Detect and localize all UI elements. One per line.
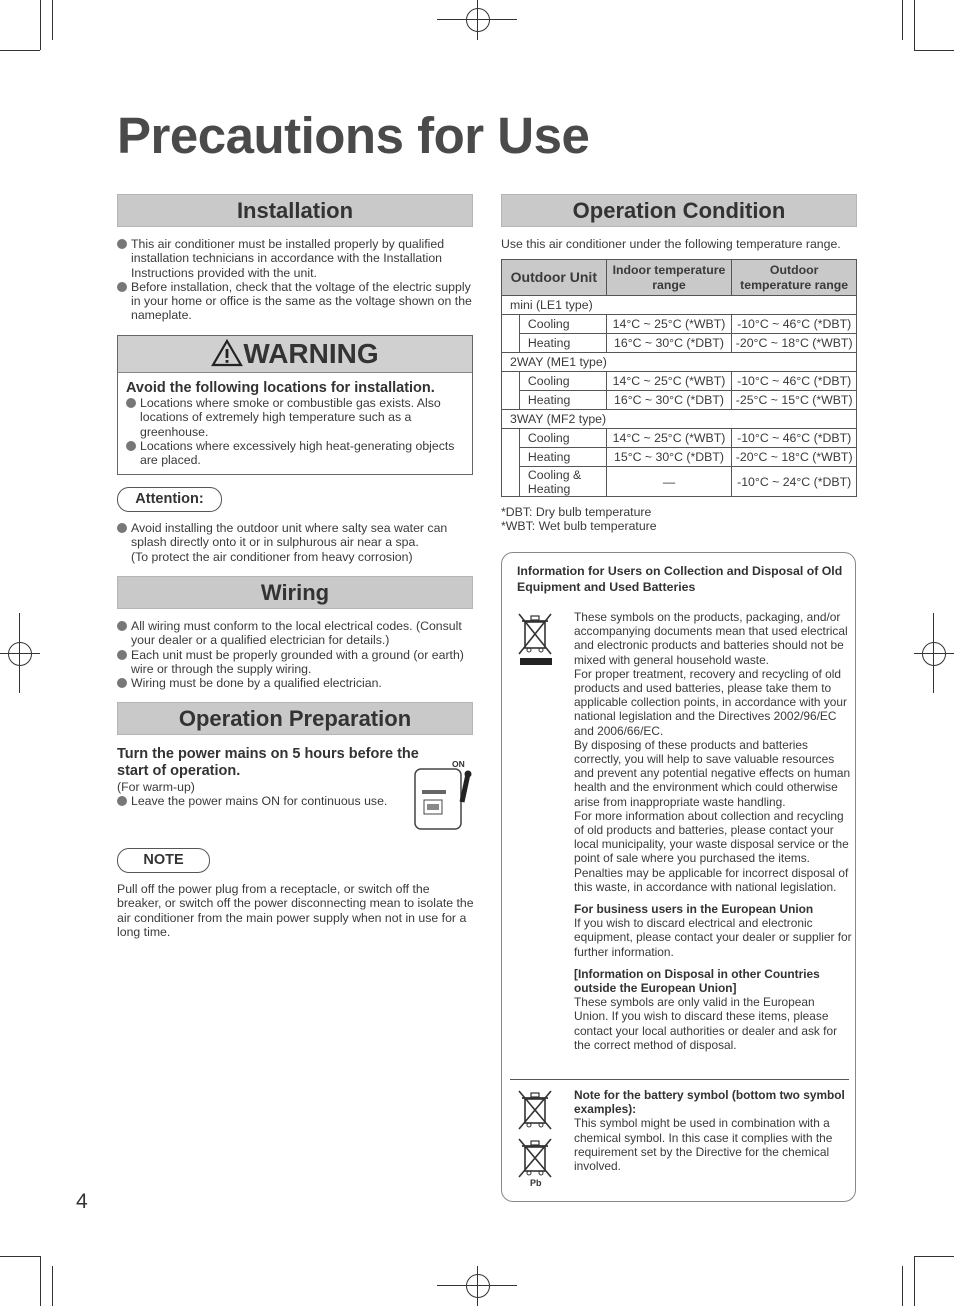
table-group-row <box>502 353 857 372</box>
bullet-icon <box>117 796 127 806</box>
column-header: Outdoor temperature range <box>732 260 857 296</box>
disposal-paragraph: For proper treatment, recovery and recycling of old products and used batteries, please take them to applicable collection points, in accordance with your national legislation and the Directives 2002/96/EC and 2006/66/EC. <box>574 666 847 738</box>
crop-mark <box>0 653 40 654</box>
outdoor-cell: -25°C ~ 15°C (*WBT) <box>732 391 857 410</box>
bullet-icon <box>117 621 127 631</box>
warning-body <box>118 373 472 467</box>
crop-mark <box>914 0 915 50</box>
page-number: 4 <box>76 1190 88 1213</box>
indoor-cell: 14°C ~ 25°C (*WBT) <box>606 315 732 334</box>
mode-cell: Cooling <box>519 429 606 448</box>
crop-mark <box>902 1266 903 1306</box>
crop-mark <box>902 0 903 40</box>
table-group-row <box>502 410 857 429</box>
disposal-paragraph: Penalties may be applicable for incorrect disposal of this waste, in accordance with national legislation. <box>574 865 849 894</box>
divider <box>510 1079 849 1080</box>
table-row <box>502 334 857 353</box>
table-row <box>502 448 857 467</box>
list-item: All wiring must conform to the local electrical codes. (Consult your dealer or a qualified electrician for details.) <box>117 619 475 648</box>
crop-mark <box>914 1256 954 1257</box>
crop-mark <box>477 0 478 40</box>
disposal-paragraph: For more information about collection and recycling of old products and batteries, please contact your local municipality, your waste disposal service or the point of sale where you purchased the items. <box>574 808 849 866</box>
bullet-icon <box>117 523 127 533</box>
operation-preparation-heading: Operation Preparation <box>117 702 473 735</box>
list-item: Leave the power mains ON for continuous use. <box>117 794 417 808</box>
table-row <box>502 315 857 334</box>
bullet-icon <box>117 239 127 249</box>
outdoor-cell: -20°C ~ 18°C (*WBT) <box>732 448 857 467</box>
table-row <box>502 372 857 391</box>
outdoor-cell: -20°C ~ 18°C (*WBT) <box>732 334 857 353</box>
bullet-icon <box>117 650 127 660</box>
disposal-paragraph: These symbols on the products, packaging, and/or accompanying documents mean that used electrical and electronic products and batteries should not be mixed with general household waste. <box>574 610 848 667</box>
attention-label: Attention: <box>117 487 222 512</box>
attention-list <box>117 521 475 564</box>
battery-heading: Note for the battery symbol (bottom two symbol examples): <box>574 1088 845 1117</box>
list-item: Locations where excessively high heat-generating objects are placed. <box>126 439 464 468</box>
installation-list <box>117 237 475 323</box>
table-header-row <box>502 260 857 296</box>
indoor-cell: 16°C ~ 30°C (*DBT) <box>606 391 732 410</box>
indoor-cell: 14°C ~ 25°C (*WBT) <box>606 429 732 448</box>
list-item: Before installation, check that the voltage of the electric supply in your home or office is the same as the voltage shown on the nameplate. <box>117 280 475 323</box>
wiring-list <box>117 619 475 690</box>
list-item: Avoid installing the outdoor unit where salty sea water can splash directly onto it or in sulphurous air near a spa. (To protect the air conditioner from heavy corrosion) <box>117 521 475 564</box>
pb-chemical-label: Pb <box>530 1178 542 1188</box>
disposal-paragraph: By disposing of these products and batteries correctly, you will help to save valuable resources and prevent any potential negative effects on human health and the environment which could otherwise arise from inappropriate waste handling. <box>574 737 851 809</box>
mode-cell: Heating <box>519 448 606 467</box>
bullet-icon <box>117 678 127 688</box>
crop-mark <box>52 1266 53 1306</box>
power-switch-illustration <box>412 766 472 832</box>
mode-cell: Cooling <box>519 372 606 391</box>
outdoor-cell: -10°C ~ 46°C (*DBT) <box>732 429 857 448</box>
column-header: Outdoor Unit <box>502 260 607 296</box>
crossed-bin-icon <box>516 1087 554 1131</box>
crop-mark <box>477 1266 478 1306</box>
list-item: Wiring must be done by a qualified electrician. <box>117 676 475 690</box>
power-mains-subheading: Turn the power mains on 5 hours before the start of operation. <box>117 746 419 779</box>
warning-header: WARNING <box>118 336 472 373</box>
note-label: NOTE <box>117 848 210 873</box>
disposal-heading: Information for Users on Collection and Disposal of Old Equipment and Used Batteries <box>517 564 843 594</box>
table-row <box>502 391 857 410</box>
bullet-icon <box>126 441 136 451</box>
registration-mark <box>922 642 946 666</box>
other-countries-text: These symbols are only valid in the European Union. If you wish to discard these items, please contact your local authorities or dealer and ask for the correct method of disposal. <box>574 995 838 1052</box>
crop-mark <box>40 0 41 50</box>
other-countries-heading: [Information on Disposal in other Countries outside the European Union] <box>574 966 820 996</box>
list-item: Locations where smoke or combustible gas exists. Also locations of extremely high temperature such as a greenhouse. <box>126 396 464 439</box>
crop-mark <box>914 653 954 654</box>
mode-cell: Heating <box>519 334 606 353</box>
outdoor-cell: -10°C ~ 24°C (*DBT) <box>732 467 857 497</box>
disposal-body <box>574 610 852 1052</box>
mode-cell: Cooling <box>519 315 606 334</box>
business-text: If you wish to discard electrical and electronic equipment, please contact your dealer or supplier for further information. <box>574 916 852 959</box>
note-text: Pull off the power plug from a receptacle, or switch off the breaker, or switch off the power disconnecting mean to isolate the air conditioner from the main power supply when not in use for a long time. <box>117 882 474 939</box>
page-title: Precautions for Use <box>117 107 590 164</box>
indoor-cell: 16°C ~ 30°C (*DBT) <box>606 334 732 353</box>
registration-mark <box>466 8 490 32</box>
mode-cell: Cooling & Heating <box>519 467 606 497</box>
crossed-bin-icon <box>516 610 554 668</box>
wiring-heading: Wiring <box>117 576 473 609</box>
table-row <box>502 429 857 448</box>
footnotes: *DBT: Dry bulb temperature *WBT: Wet bulb temperature <box>501 505 657 534</box>
crop-mark <box>40 1256 41 1306</box>
installation-heading: Installation <box>117 194 473 227</box>
list-item: Each unit must be properly grounded with a ground (or earth) wire or through the supply wiring. <box>117 648 475 677</box>
mode-cell: Heating <box>519 391 606 410</box>
warning-triangle-icon <box>211 339 243 367</box>
switch-on-label: ON <box>452 759 465 769</box>
registration-mark <box>466 1274 490 1298</box>
table-row <box>502 467 857 497</box>
outdoor-cell: -10°C ~ 46°C (*DBT) <box>732 315 857 334</box>
business-heading: For business users in the European Union <box>574 902 814 917</box>
indoor-cell: 15°C ~ 30°C (*DBT) <box>606 448 732 467</box>
warning-box <box>117 335 473 475</box>
warning-subheading: Avoid the following locations for installation. <box>126 380 435 396</box>
battery-text: This symbol might be used in combination with a chemical symbol. In this case it complies with the requirement set by the Directive for the chemical involved. <box>574 1116 833 1174</box>
list-item: This air conditioner must be installed properly by qualified installation technicians in accordance with the Installation Instructions provided with the unit. <box>117 237 475 280</box>
crop-mark <box>0 50 40 51</box>
outdoor-cell: -10°C ~ 46°C (*DBT) <box>732 372 857 391</box>
bullet-icon <box>117 282 127 292</box>
column-header: Indoor temperature range <box>606 260 732 296</box>
operation-condition-intro: Use this air conditioner under the following temperature range. <box>501 237 841 251</box>
unit-group-label: 3WAY (MF2 type) <box>502 410 857 429</box>
crop-mark <box>933 613 934 693</box>
indoor-cell: — <box>606 467 732 497</box>
crop-mark <box>0 1256 40 1257</box>
battery-note <box>574 1088 852 1173</box>
bullet-icon <box>126 398 136 408</box>
warmup-text: (For warm-up) Leave the power mains ON for continuous use. <box>117 780 417 809</box>
crop-mark <box>914 50 954 51</box>
temperature-table <box>501 259 857 497</box>
operation-condition-heading: Operation Condition <box>501 194 857 227</box>
crossed-bin-icon <box>516 1135 554 1179</box>
unit-group-label: 2WAY (ME1 type) <box>502 353 857 372</box>
unit-group-label: mini (LE1 type) <box>502 296 857 315</box>
crop-mark <box>914 1256 915 1306</box>
crop-mark <box>19 613 20 693</box>
registration-mark <box>8 642 32 666</box>
indoor-cell: 14°C ~ 25°C (*WBT) <box>606 372 732 391</box>
table-group-row <box>502 296 857 315</box>
crop-mark <box>52 0 53 40</box>
